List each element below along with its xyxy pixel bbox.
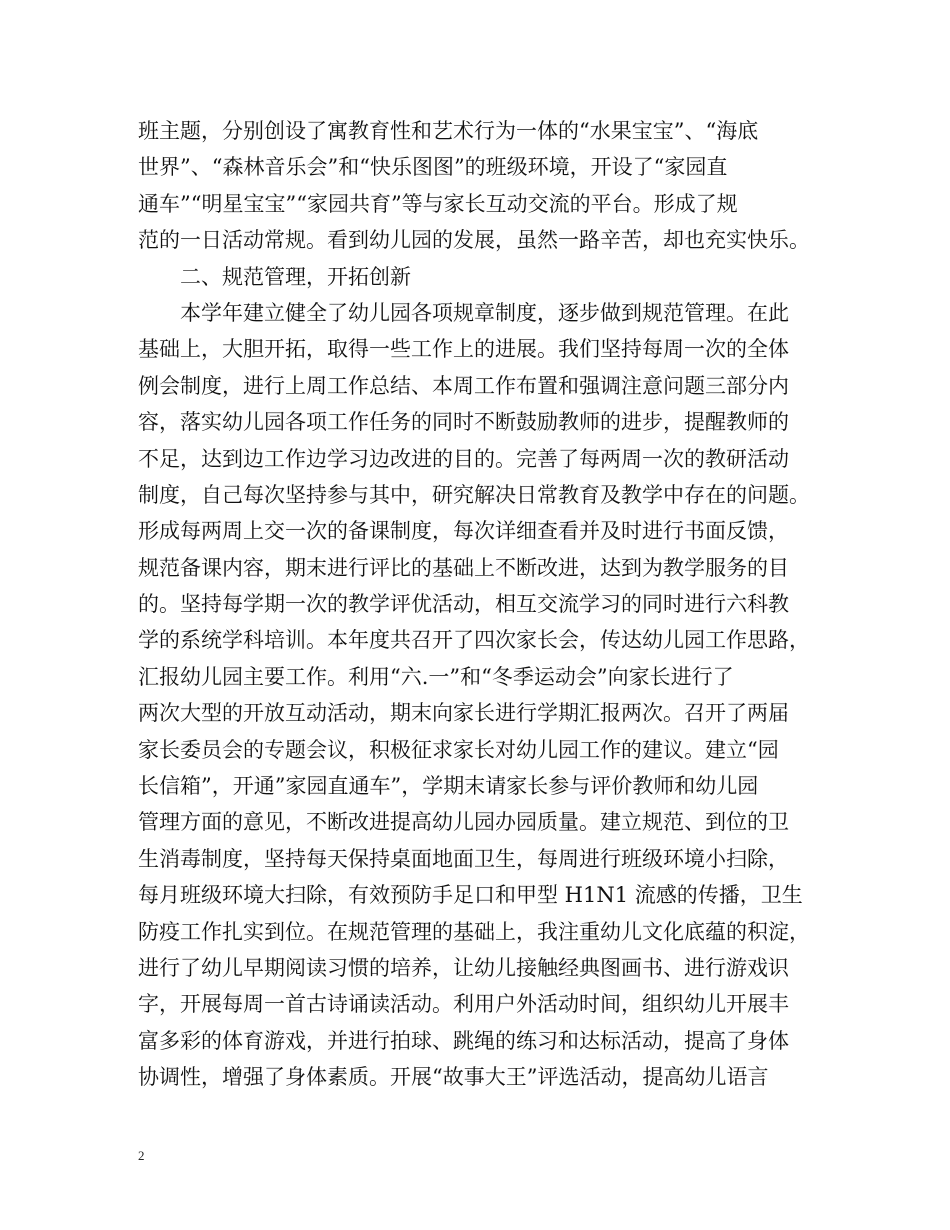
text-line: 防疫工作扎实到位。在规范管理的基础上，我注重幼儿文化底蕴的积淀，	[138, 919, 810, 944]
text-line: 班主题，分别创设了寓教育性和艺术行为一体的“水果宝宝”、“海底	[138, 119, 759, 143]
text-line: 容，落实幼儿园各项工作任务的同时不断鼓励教师的进步，提醒教师的	[138, 410, 789, 435]
text-line: 协调性，增强了身体素质。开展“故事大王”评选活动，提高幼儿语言	[138, 1065, 769, 1090]
text-line: 的。坚持每学期一次的教学评优活动，相互交流学习的同时进行六科教	[138, 592, 789, 617]
text-line: 两次大型的开放互动活动，期末向家长进行学期汇报两次。召开了两届	[138, 701, 789, 726]
text-line: 富多彩的体育游戏，并进行拍球、跳绳的练习和达标活动，提高了身体	[138, 1028, 789, 1053]
text-line: 不足，达到边工作边学习边改进的目的。完善了每两周一次的教研活动	[138, 446, 789, 471]
text-line: 例会制度，进行上周工作总结、本周工作布置和强调注意问题三部分内	[138, 373, 789, 398]
text-line: 每月班级环境大扫除，有效预防手足口和甲型 H1N1 流感的传播，卫生	[138, 883, 803, 908]
page-number: 2	[138, 1148, 145, 1163]
text-line: 家长委员会的专题会议，积极征求家长对幼儿园工作的建议。建立“园	[138, 737, 779, 762]
text-line: 字，开展每周一首古诗诵读活动。利用户外活动时间，组织幼儿开展丰	[138, 992, 789, 1017]
text-line: 通车”“明星宝宝”“家园共育”等与家长互动交流的平台。形成了规	[138, 191, 738, 216]
body-text	[138, 113, 828, 1096]
text-line: 范的一日活动常规。看到幼儿园的发展，虽然一路辛苦，却也充实快乐。	[138, 228, 810, 253]
text-line: 长信箱”，开通”家园直通车”，学期末请家长参与评价教师和幼儿园	[138, 774, 759, 799]
paragraph-first-line: 本学年建立健全了幼儿园各项规章制度，逐步做到规范管理。在此	[180, 300, 789, 325]
text-line: 生消毒制度，坚持每天保持桌面地面卫生，每周进行班级环境小扫除，	[138, 846, 789, 871]
text-line: 世界”、“森林音乐会”和“快乐图图”的班级环境，开设了“家园直	[138, 155, 728, 180]
text-line: 汇报幼儿园主要工作。利用“六.一”和“冬季运动会”向家长进行了	[138, 664, 734, 689]
text-line: 制度，自己每次坚持参与其中，研究解决日常教育及教学中存在的问题。	[138, 482, 810, 507]
text-line: 规范备课内容，期末进行评比的基础上不断改进，达到为教学服务的目	[138, 555, 789, 580]
section-heading: 二、规范管理，开拓创新	[180, 264, 411, 289]
text-line: 基础上，大胆开拓，取得一些工作上的进展。我们坚持每周一次的全体	[138, 337, 789, 362]
text-line: 进行了幼儿早期阅读习惯的培养，让幼儿接触经典图画书、进行游戏识	[138, 955, 789, 980]
text-line: 学的系统学科培训。本年度共召开了四次家长会，传达幼儿园工作思路，	[138, 628, 810, 653]
text-line: 形成每两周上交一次的备课制度，每次详细查看并及时进行书面反馈，	[138, 519, 789, 544]
text-line: 管理方面的意见，不断改进提高幼儿园办园质量。建立规范、到位的卫	[138, 810, 789, 835]
